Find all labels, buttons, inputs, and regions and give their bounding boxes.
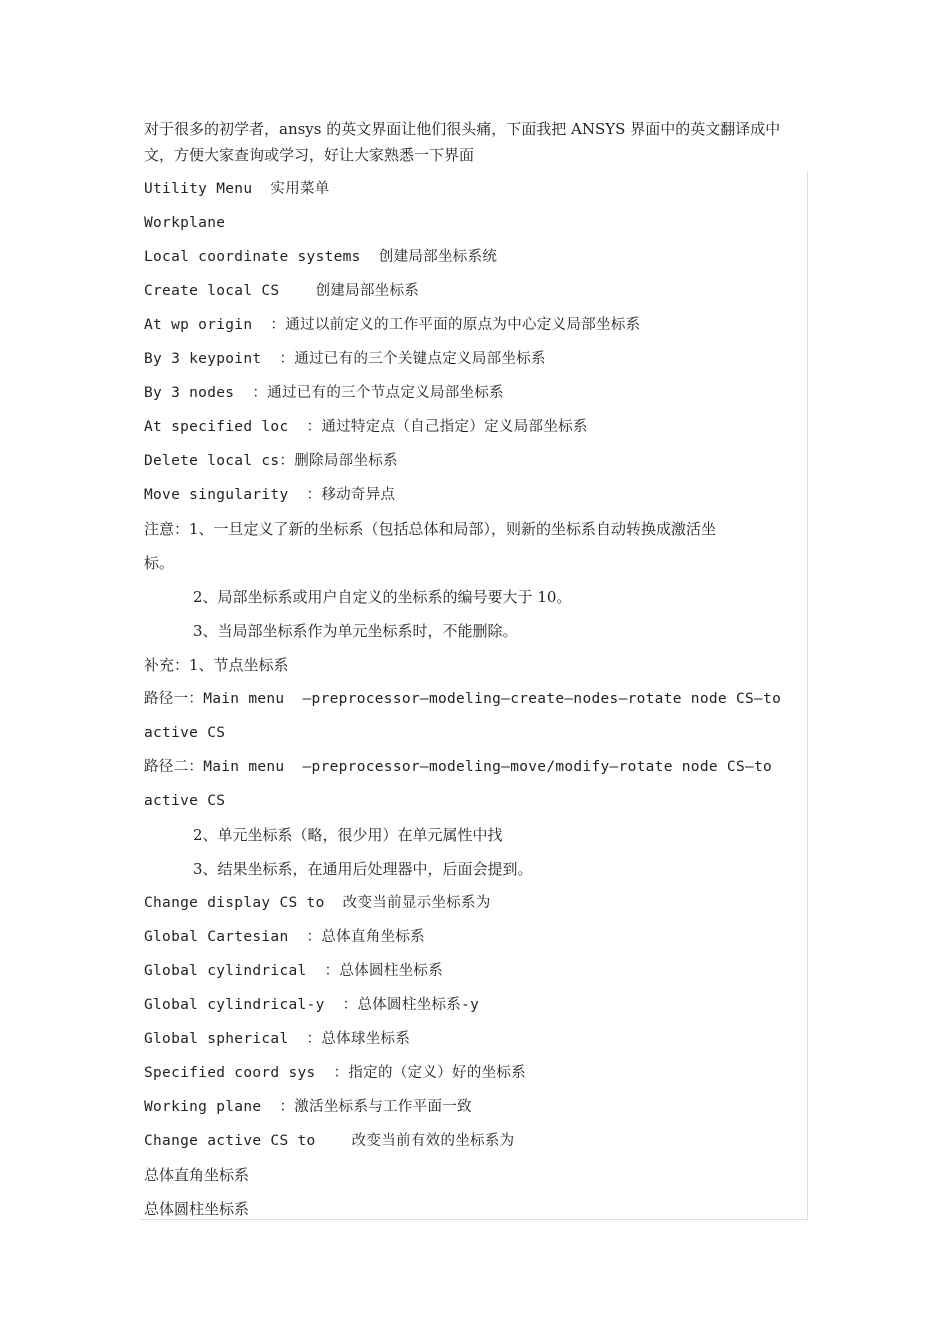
text-line: 总体直角坐标系 bbox=[144, 1166, 250, 1184]
text-line: Working plane ：激活坐标系与工作平面一致 bbox=[144, 1099, 472, 1115]
text-line: Delete local cs：删除局部坐标系 bbox=[144, 453, 398, 469]
text-line: Workplane bbox=[144, 215, 226, 231]
text-line: 3、结果坐标系，在通用后处理器中，后面会提到。 bbox=[193, 860, 533, 878]
text-line: Global cylindrical ：总体圆柱坐标系 bbox=[144, 963, 443, 979]
text-line: Change display CS to 改变当前显示坐标系为 bbox=[144, 895, 491, 911]
text-line: 补充：1、节点坐标系 bbox=[144, 656, 289, 674]
text-line: Global cylindrical-y ：总体圆柱坐标系-y bbox=[144, 997, 480, 1013]
text-line: Global spherical ：总体球坐标系 bbox=[144, 1031, 411, 1047]
text-line: active CS bbox=[144, 793, 226, 809]
text-line: 3、当局部坐标系作为单元坐标系时，不能删除。 bbox=[193, 622, 518, 640]
text-line: 注意：1、一旦定义了新的坐标系（包括总体和局部），则新的坐标系自动转换成激活坐 bbox=[144, 520, 717, 538]
text-line: At specified loc ：通过特定点（自己指定）定义局部坐标系 bbox=[144, 419, 588, 435]
text-line: 总体圆柱坐标系 bbox=[144, 1200, 250, 1218]
text-line: 2、局部坐标系或用户自定义的坐标系的编号要大于 10。 bbox=[193, 588, 572, 606]
text-line: 路径二：Main menu —preprocessor—modeling—move/modify—rotate node CS—to bbox=[144, 759, 773, 775]
text-line: 2、单元坐标系（略，很少用）在单元属性中找 bbox=[193, 826, 503, 844]
text-line: active CS bbox=[144, 725, 226, 741]
text-line: 路径一：Main menu —preprocessor—modeling—create—nodes—rotate node CS—to bbox=[144, 691, 782, 707]
text-line: Local coordinate systems 创建局部坐标系统 bbox=[144, 249, 498, 265]
text-line: Specified coord sys ：指定的（定义）好的坐标系 bbox=[144, 1065, 527, 1081]
text-line: By 3 nodes ：通过已有的三个节点定义局部坐标系 bbox=[144, 385, 504, 401]
text-line: Move singularity ：移动奇异点 bbox=[144, 487, 396, 503]
text-line: At wp origin ：通过以前定义的工作平面的原点为中心定义局部坐标系 bbox=[144, 317, 641, 333]
text-line: Global Cartesian ：总体直角坐标系 bbox=[144, 929, 425, 945]
intro-paragraph: 对于很多的初学者，ansys 的英文界面让他们很头痛，下面我把 ANSYS 界面中的英文翻译成中文，方便大家查询或学习，好让大家熟悉一下界面 bbox=[144, 120, 781, 164]
text-line: Utility Menu 实用菜单 bbox=[144, 181, 330, 197]
text-line: Change active CS to 改变当前有效的坐标系为 bbox=[144, 1133, 515, 1149]
text-line: Create local CS 创建局部坐标系 bbox=[144, 283, 420, 299]
text-line: By 3 keypoint ：通过已有的三个关键点定义局部坐标系 bbox=[144, 351, 546, 367]
text-line: 标。 bbox=[144, 554, 175, 572]
